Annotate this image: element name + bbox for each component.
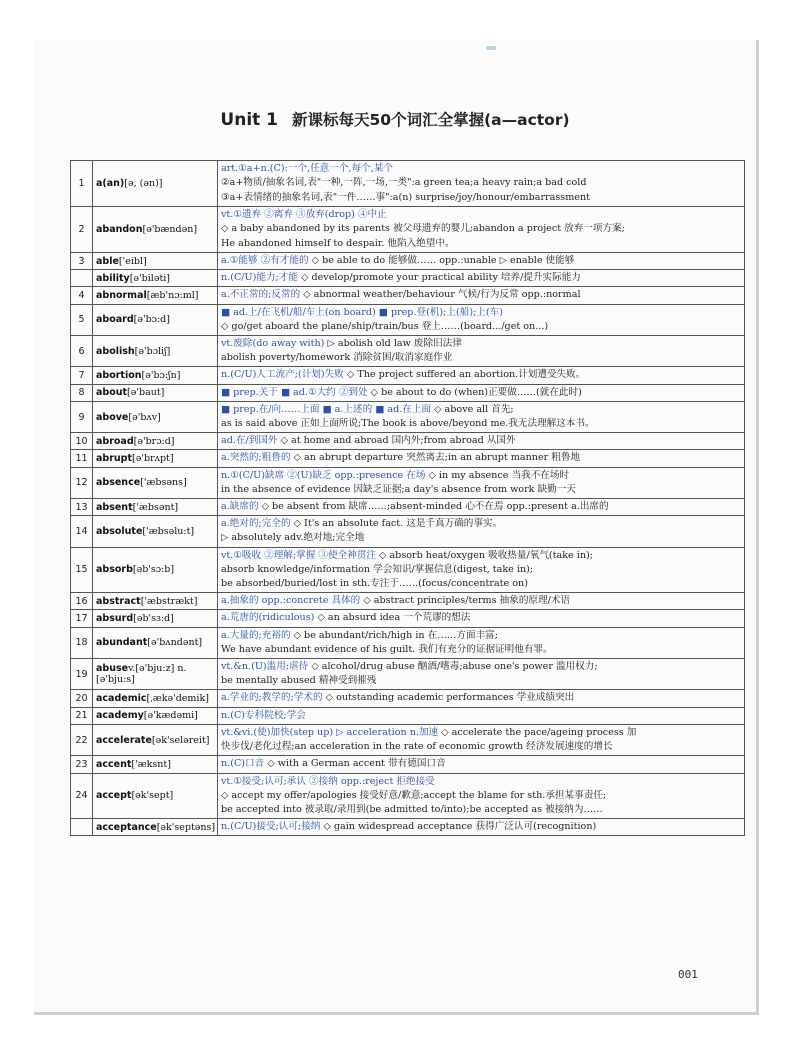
headword: academic <box>96 693 147 705</box>
example-text: ◇ develop/promote your practical ability 培养/提升实际能力 <box>301 272 581 284</box>
entry-word-cell <box>93 161 218 207</box>
entry-word-cell <box>93 384 218 401</box>
phonetic: [ə'bʌv] <box>128 411 161 423</box>
entry-word-cell <box>93 773 218 819</box>
definition-line <box>221 451 741 465</box>
entry-number <box>71 270 93 287</box>
entry-definition <box>218 253 745 270</box>
definition-line: abolish poverty/homework 消除贫困/取消家庭作业 <box>221 352 453 364</box>
entry-word-cell <box>93 304 218 335</box>
entry-definition <box>218 724 745 755</box>
phonetic: ['eibl] <box>118 255 147 267</box>
phonetic: [ək'sept] <box>131 790 174 802</box>
definition-line: We have abundant evidence of his guilt. 我们有充分的证据证明他有罪。 <box>221 643 553 655</box>
sense-list: a.①能够 ②有才能的 <box>221 255 312 266</box>
table-row <box>71 659 745 690</box>
definition-line: ◇ accept my offer/apologies 接受好意/歉意;accept the blame for sth.承担某事责任; <box>221 789 607 801</box>
table-row <box>71 516 745 547</box>
entry-word-cell <box>93 367 218 384</box>
entry-number: 18 <box>71 627 93 658</box>
entry-definition <box>218 161 745 207</box>
table-row <box>71 287 745 304</box>
definition-line <box>221 434 741 448</box>
entry-definition <box>218 499 745 516</box>
entry-number: 4 <box>71 287 93 304</box>
phonetic: ['æbstrækt] <box>140 595 198 607</box>
definition-line <box>221 288 741 302</box>
phonetic: [ə'brɔ:d] <box>133 435 175 447</box>
sense-list: ■ prep.关于 ■ ad.①大约 ②到处 <box>221 386 371 398</box>
phonetic: v.[ə'bju:z] n.[ə'bju:s] <box>96 663 187 686</box>
headword: absorb <box>96 564 133 576</box>
table-row <box>71 467 745 498</box>
definition-line: ◇ go/get aboard the plane/ship/train/bus 登上……(board.../get on...) <box>221 320 549 332</box>
definition-line: vt.①接受;认可;承认 ②接纳 opp.:reject 拒绝接受 <box>221 775 435 787</box>
example-text: ◇ abstract principles/terms 抽象的原理/术语 <box>363 595 571 607</box>
definition-line <box>221 386 741 400</box>
example-text: ◇ gain widespread acceptance 获得广泛认可(recognition) <box>323 821 597 833</box>
sense-list: vt.①吸收 ②理解;掌握 ③使全神贯注 <box>221 549 380 561</box>
table-row <box>71 161 745 207</box>
entry-word-cell <box>93 467 218 498</box>
definition-line: n.(C)专科院校;学会 <box>221 709 306 721</box>
entry-word-cell <box>93 401 218 432</box>
entry-word-cell <box>93 690 218 707</box>
entry-number: 3 <box>71 253 93 270</box>
table-row <box>71 724 745 755</box>
table-row <box>71 336 745 367</box>
headword: academy <box>96 710 144 722</box>
phonetic: [ə'biləti] <box>129 272 171 284</box>
definition-line <box>221 820 741 834</box>
definition-line <box>221 611 741 625</box>
entry-number: 17 <box>71 610 93 627</box>
phonetic: [ə'bɔliʃ] <box>134 345 171 357</box>
entry-word-cell <box>93 627 218 658</box>
entry-word-cell <box>93 270 218 287</box>
entry-word-cell <box>93 287 218 304</box>
definition-line <box>221 726 741 740</box>
definition-line: art.①a+n.(C):一个,任意一个,每个,某个 <box>221 163 393 175</box>
sense-list: a.荒唐的(ridiculous) <box>221 612 318 624</box>
headword: accept <box>96 790 132 802</box>
table-row <box>71 367 745 384</box>
headword: absurd <box>96 613 134 625</box>
unit-label: Unit 1 <box>220 110 279 130</box>
entry-word-cell <box>93 450 218 467</box>
definition-line <box>221 594 741 608</box>
definition-line <box>221 517 741 531</box>
entry-definition <box>218 516 745 547</box>
phonetic: ['æbsənt] <box>132 501 179 513</box>
entry-number: 20 <box>71 690 93 707</box>
table-row <box>71 450 745 467</box>
entry-number: 10 <box>71 433 93 450</box>
definition-line: 快步伐/老化过程;an acceleration in the rate of economic growth 经济发展速度的增长 <box>221 741 613 753</box>
entry-definition <box>218 659 745 690</box>
example-text: ◇ at home and abroad 国内外;from abroad 从国外 <box>280 435 516 447</box>
sense-list: n.(C/U)接受;认可;接纳 <box>221 821 324 833</box>
definition-line <box>221 271 741 285</box>
sense-list: a.大量的;充裕的 <box>221 629 294 641</box>
entry-number: 22 <box>71 724 93 755</box>
definition-line <box>221 757 741 771</box>
example-text: ◇ in my absence 当我不在场时 <box>428 469 570 481</box>
headword: aboard <box>96 314 134 326</box>
headword: ability <box>96 272 130 284</box>
definition-line: ▷ absolutely adv.绝对地;完全地 <box>221 532 365 544</box>
entry-definition <box>218 207 745 253</box>
entry-definition <box>218 367 745 384</box>
definition-line: ■ ad.上/在飞机/船/车上(on board) ■ prep.登(机);上(船);上(车) <box>221 306 503 318</box>
example-text: ◇ be able to do 能够做…… opp.:unable ▷ enable 使能够 <box>311 255 575 266</box>
entry-word-cell <box>93 819 218 836</box>
phonetic: [ˌækə'demik] <box>146 693 209 705</box>
entry-number: 12 <box>71 467 93 498</box>
example-text: ◇ accelerate the pace/ageing process 加 <box>441 726 637 738</box>
sense-list: a.不正常的;反常的 <box>221 289 304 301</box>
headword: absent <box>96 501 133 513</box>
table-row <box>71 433 745 450</box>
definition-line <box>221 469 741 483</box>
entry-number: 13 <box>71 499 93 516</box>
entry-word-cell <box>93 659 218 690</box>
headword: abolish <box>96 345 135 357</box>
entry-definition <box>218 433 745 450</box>
table-row <box>71 756 745 773</box>
sense-list: a.突然的;粗鲁的 <box>221 452 294 464</box>
entry-number <box>71 819 93 836</box>
sense-list: a.抽象的 opp.:concrete 具体的 <box>221 595 364 607</box>
table-row <box>71 547 745 593</box>
entry-definition <box>218 547 745 593</box>
phonetic: ['æbsəns] <box>140 477 187 489</box>
headword: accent <box>96 758 132 770</box>
entry-word-cell <box>93 610 218 627</box>
example-text: ◇ be absent from 缺席……;absent-minded 心不在焉 opp.:present a.出席的 <box>261 501 609 513</box>
vocabulary-table-body <box>71 161 745 836</box>
example-text: ▷ abolish old law 废除旧法律 <box>327 338 462 350</box>
entry-word-cell <box>93 547 218 593</box>
entry-number: 6 <box>71 336 93 367</box>
headword: acceptance <box>96 821 157 833</box>
entry-number: 19 <box>71 659 93 690</box>
sense-list: a.学业的;教学的;学术的 <box>221 692 326 704</box>
entry-number: 5 <box>71 304 93 335</box>
sense-list: n.(C/U)能力;才能 <box>221 272 302 284</box>
phonetic: [ə'bændən] <box>142 224 198 235</box>
vocabulary-table <box>70 160 745 836</box>
entry-number: 2 <box>71 207 93 253</box>
phonetic: ['æksnt] <box>131 758 171 770</box>
entry-word-cell <box>93 207 218 253</box>
definition-line: ◇ a baby abandoned by its parents 被父母遗弃的婴儿;abandon a project 放弃一项方案; <box>221 223 625 235</box>
entry-word-cell <box>93 516 218 547</box>
table-row <box>71 690 745 707</box>
table-row <box>71 304 745 335</box>
table-row <box>71 384 745 401</box>
entry-definition <box>218 401 745 432</box>
phonetic: [ək'septəns] <box>156 821 216 833</box>
entry-definition <box>218 773 745 819</box>
definition-line <box>221 254 741 268</box>
sense-list: ■ prep.在/向……上面 ■ a.上述的 ■ ad.在上面 <box>221 403 435 415</box>
headword: abuse <box>96 663 129 675</box>
entry-number: 14 <box>71 516 93 547</box>
entry-definition <box>218 610 745 627</box>
definition-line: absorb knowledge/information 学会知识/掌握信息(digest, take in); <box>221 563 534 575</box>
definition-line <box>221 691 741 705</box>
headword: able <box>96 255 119 267</box>
headword: about <box>96 387 128 399</box>
definition-line: be accepted into 被录取/录用到(be admitted to/into);be accepted as 被接纳为…… <box>221 803 603 815</box>
example-text: ◇ an absurd idea 一个荒谬的想法 <box>317 612 471 624</box>
headword: abroad <box>96 435 134 447</box>
definition-line: be mentally abused 精神受到摧残 <box>221 675 377 687</box>
example-text: ◇ an abrupt departure 突然离去;in an abrupt manner 粗鲁地 <box>293 452 581 464</box>
sense-list: ad.在/到国外 <box>221 435 281 447</box>
sense-list: a.缺席的 <box>221 501 262 513</box>
phonetic: ['æbsəlu:t] <box>142 525 195 537</box>
entry-definition <box>218 690 745 707</box>
headword: a(an) <box>96 178 125 189</box>
entry-word-cell <box>93 724 218 755</box>
definition-line: ③a+表情绪的抽象名词,表"一件……事":a(n) surprise/joy/honour/embarrassment <box>221 191 591 203</box>
example-text: ◇ outstanding academic performances 学业成绩突出 <box>325 692 575 704</box>
example-text: ◇ The project suffered an abortion.计划遭受失败。 <box>346 369 586 381</box>
entry-word-cell <box>93 756 218 773</box>
sense-list: a.绝对的;完全的 <box>221 518 294 530</box>
table-row <box>71 499 745 516</box>
entry-number: 1 <box>71 161 93 207</box>
sense-list: n.①(C/U)缺席 ②(U)缺乏 opp.:presence 在场 <box>221 469 429 481</box>
example-text: ◇ be abundant/rich/high in 在……方面丰富; <box>293 629 499 641</box>
entry-definition <box>218 450 745 467</box>
page-title <box>34 108 756 130</box>
headword: absence <box>96 477 141 489</box>
entry-number: 11 <box>71 450 93 467</box>
definition-line <box>221 337 741 351</box>
entry-word-cell <box>93 707 218 724</box>
sense-list: vt.&n.(U)滥用;虐待 <box>221 661 312 673</box>
table-row <box>71 253 745 270</box>
entry-word-cell <box>93 593 218 610</box>
entry-definition <box>218 384 745 401</box>
entry-definition <box>218 707 745 724</box>
entry-number: 7 <box>71 367 93 384</box>
entry-number: 9 <box>71 401 93 432</box>
entry-word-cell <box>93 336 218 367</box>
table-row <box>71 627 745 658</box>
headword: abortion <box>96 370 142 382</box>
definition-line <box>221 629 741 643</box>
entry-number: 16 <box>71 593 93 610</box>
phonetic: [ə'bʌndənt] <box>147 637 203 649</box>
entry-number: 15 <box>71 547 93 593</box>
definition-line: as is said above 正如上面所说;The book is above/beyond me.我无法理解这本书。 <box>221 418 595 430</box>
definition-line <box>221 368 741 382</box>
sense-list: vt.废除(do away with) <box>221 338 328 350</box>
definition-line: in the absence of evidence 因缺乏证据;a day's absence from work 缺勤一天 <box>221 483 576 495</box>
entry-definition <box>218 593 745 610</box>
phonetic: [əb'sɜ:d] <box>133 613 174 625</box>
definition-line <box>221 403 741 417</box>
example-text: ◇ absorb heat/oxygen 吸收热量/氧气(take in); <box>379 549 593 561</box>
book-page <box>34 40 759 1015</box>
example-text: ◇ be about to do (when)正要做……(就在此时) <box>370 386 582 398</box>
phonetic: [ə'bɔ:ʃn] <box>141 370 181 382</box>
headword: abrupt <box>96 453 133 465</box>
example-text: ◇ above all 首先; <box>434 403 514 415</box>
entry-word-cell <box>93 253 218 270</box>
table-row <box>71 819 745 836</box>
entry-word-cell <box>93 433 218 450</box>
decorative-mark <box>486 46 496 50</box>
example-text: ◇ It's an absolute fact. 这是千真万确的事实。 <box>293 518 503 530</box>
headword: abundant <box>96 637 148 649</box>
entry-definition <box>218 304 745 335</box>
phonetic: [əb'sɔ:b] <box>132 564 175 576</box>
definition-line: vt.①遗弃 ②离弃 ③放弃(drop) ④中止 <box>221 209 387 221</box>
unit-subtitle: 新课标每天50个词汇全掌握(a—actor) <box>292 111 570 129</box>
definition-line <box>221 549 741 563</box>
entry-number: 8 <box>71 384 93 401</box>
example-text: ◇ with a German accent 带有德国口音 <box>267 758 446 770</box>
entry-definition <box>218 270 745 287</box>
entry-definition <box>218 819 745 836</box>
phonetic: [ə'bɔ:d] <box>133 314 170 326</box>
entry-word-cell <box>93 499 218 516</box>
page-number: 001 <box>678 968 698 981</box>
table-row <box>71 207 745 253</box>
sense-list: n.(C/U)人工流产;(计划)失败 <box>221 369 347 381</box>
phonetic: [ə, (ən)] <box>124 178 163 189</box>
definition-line <box>221 660 741 674</box>
definition-line <box>221 500 741 514</box>
entry-definition <box>218 627 745 658</box>
sense-list: vt.&vi.(使)加快(step up) ▷ acceleration n.加速 <box>221 726 442 738</box>
phonetic: [ə'baut] <box>127 387 165 399</box>
example-text: ◇ alcohol/drug abuse 酗酒/嗜毒;abuse one's power 滥用权力; <box>311 661 598 673</box>
definition-line: be absorbed/buried/lost in sth.专注于……(focus/concentrate on) <box>221 578 528 590</box>
entry-number: 21 <box>71 707 93 724</box>
headword: above <box>96 411 129 423</box>
table-row <box>71 707 745 724</box>
headword: abandon <box>96 224 143 235</box>
definition-line: He abandoned himself to despair. 他陷入绝望中。 <box>221 237 455 249</box>
table-row <box>71 593 745 610</box>
phonetic: [ək'seləreit] <box>151 734 210 746</box>
headword: accelerate <box>96 734 152 746</box>
entry-definition <box>218 287 745 304</box>
entry-definition <box>218 467 745 498</box>
definition-line: ②a+物质/抽象名词,表"一种,一阵,一场,一类":a green tea;a heavy rain;a bad cold <box>221 177 587 189</box>
example-text: ◇ abnormal weather/behaviour 气候/行为反常 opp.:normal <box>303 289 581 301</box>
table-row <box>71 270 745 287</box>
entry-definition <box>218 756 745 773</box>
sense-list: n.(C)口音 <box>221 758 268 770</box>
headword: abnormal <box>96 290 147 301</box>
entry-number: 23 <box>71 756 93 773</box>
phonetic: [æb'nɔ:ml] <box>146 290 199 301</box>
entry-number: 24 <box>71 773 93 819</box>
phonetic: [ə'brʌpt] <box>132 453 174 465</box>
phonetic: [ə'kædəmi] <box>143 710 198 722</box>
headword: absolute <box>96 525 143 537</box>
headword: abstract <box>96 595 141 607</box>
table-row <box>71 401 745 432</box>
entry-definition <box>218 336 745 367</box>
table-row <box>71 610 745 627</box>
table-row <box>71 773 745 819</box>
